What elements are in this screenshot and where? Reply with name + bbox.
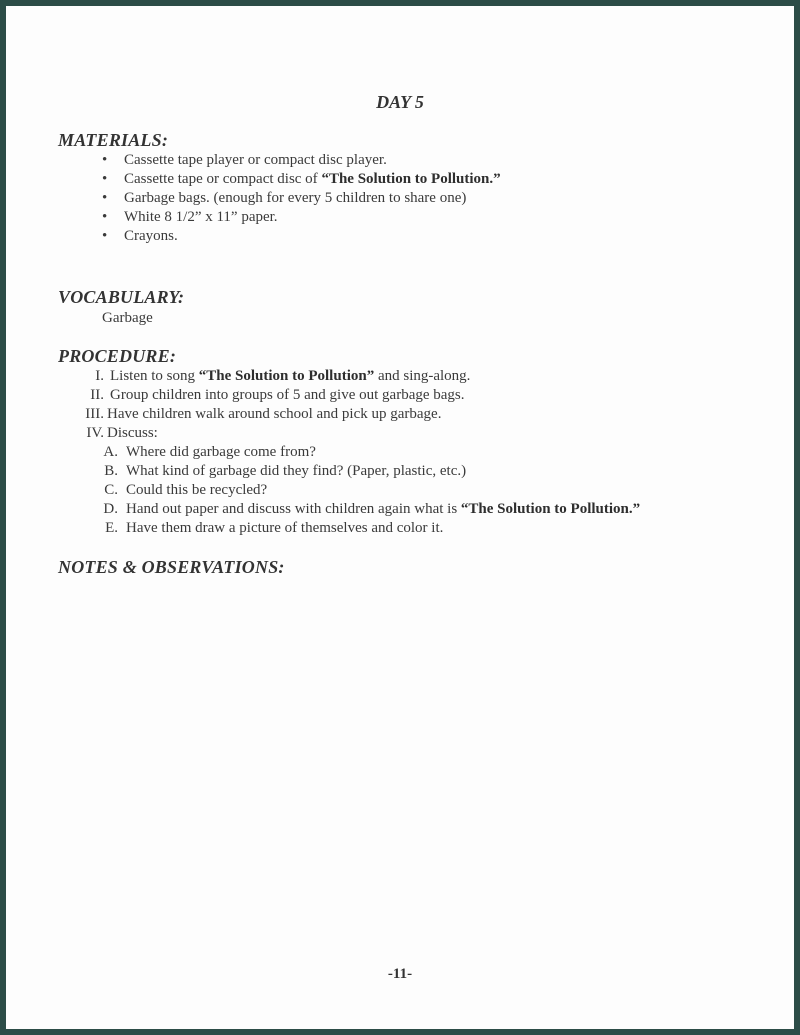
list-item: • Garbage bags. (enough for every 5 children to share one) xyxy=(102,190,467,206)
procedure-step: I. Listen to song “The Solution to Pollution” and sing-along. xyxy=(95,368,471,384)
vocabulary-heading: VOCABULARY: xyxy=(58,287,185,307)
list-item: • Cassette tape player or compact disc player. xyxy=(102,152,387,168)
procedure-heading: PROCEDURE: xyxy=(58,346,177,366)
document-page xyxy=(6,6,794,1029)
notes-heading: NOTES & OBSERVATIONS: xyxy=(58,557,285,577)
list-item: • White 8 1/2” x 11” paper. xyxy=(102,209,278,225)
materials-heading: MATERIALS: xyxy=(58,130,169,150)
list-item: • Cassette tape or compact disc of “The Solution to Pollution.” xyxy=(102,171,501,187)
procedure-substep: C. Could this be recycled? xyxy=(104,482,268,498)
procedure-substep: D. Hand out paper and discuss with children again what is “The Solution to Pollution.” xyxy=(103,501,641,517)
page-number: -11- xyxy=(387,966,413,982)
procedure-list xyxy=(62,367,640,538)
vocabulary-word: Garbage xyxy=(102,310,153,326)
procedure-substep: B. What kind of garbage did they find? (Paper, plastic, etc.) xyxy=(104,463,467,479)
page-title: DAY 5 xyxy=(376,92,424,112)
procedure-substep: A. Where did garbage come from? xyxy=(103,444,316,460)
procedure-step: II. Group children into groups of 5 and give out garbage bags. xyxy=(90,387,465,403)
procedure-step: IV. Discuss: xyxy=(86,425,158,441)
list-item: • Crayons. xyxy=(102,228,178,244)
procedure-substep: E. Have them draw a picture of themselves and color it. xyxy=(105,520,444,536)
procedure-step: III. Have children walk around school and pick up garbage. xyxy=(85,406,442,422)
materials-list xyxy=(102,151,501,246)
